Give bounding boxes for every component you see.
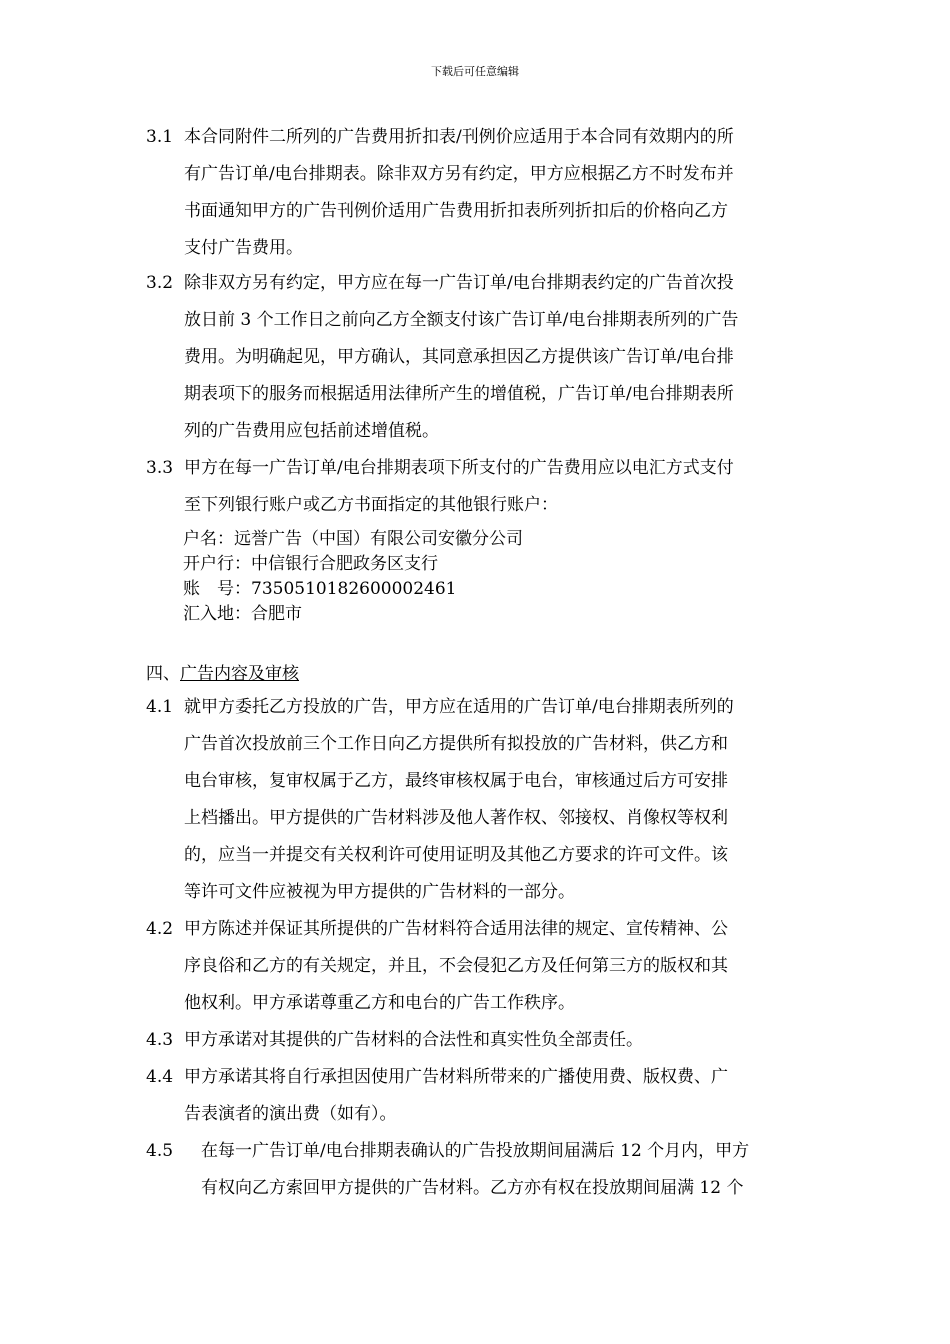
clause-4-2 xyxy=(146,911,816,1022)
clause-text xyxy=(184,1022,816,1059)
clause-number: 4.2 xyxy=(146,919,174,939)
clause-number: 4.4 xyxy=(146,1067,174,1087)
clause-text xyxy=(184,119,816,267)
page-header: 下载后可任意编辑 xyxy=(431,65,519,78)
clause-4-4 xyxy=(146,1059,816,1133)
clause-line: 在每一广告订单/电台排期表确认的广告投放期间届满后 12 个月内，甲方 xyxy=(184,1141,750,1161)
clause-number: 4.3 xyxy=(146,1030,174,1050)
clause-line: 有广告订单/电台排期表。除非双方另有约定，甲方应根据乙方不时发布并 xyxy=(184,164,734,184)
clause-line: 电台审核，复审权属于乙方，最终审核权属于电台，审核通过后方可安排 xyxy=(184,771,728,791)
clause-line: 就甲方委托乙方投放的广告，甲方应在适用的广告订单/电台排期表所列的 xyxy=(184,697,734,717)
clause-4-5 xyxy=(146,1133,816,1207)
clause-line: 支付广告费用。 xyxy=(184,238,303,258)
clause-line: 放日前 3 个工作日之前向乙方全额支付该广告订单/电台排期表所列的广告 xyxy=(184,310,739,330)
clause-line: 甲方承诺其将自行承担因使用广告材料所带来的广播使用费、版权费、广 xyxy=(184,1067,728,1087)
bank-account-info xyxy=(183,527,523,627)
clause-line: 甲方在每一广告订单/电台排期表项下所支付的广告费用应以电汇方式支付 xyxy=(184,458,734,478)
clause-text xyxy=(184,265,816,450)
clause-number: 3.3 xyxy=(146,458,174,478)
clause-line: 除非双方另有约定，甲方应在每一广告订单/电台排期表约定的广告首次投 xyxy=(184,273,734,293)
section-title: 广告内容及审核 xyxy=(180,664,299,684)
clause-4-1 xyxy=(146,689,816,911)
clause-line: 广告首次投放前三个工作日向乙方提供所有拟投放的广告材料，供乙方和 xyxy=(184,734,728,754)
remit-place: 汇入地：合肥市 xyxy=(183,604,302,624)
clause-3-2 xyxy=(146,265,816,450)
clause-line: 他权利。甲方承诺尊重乙方和电台的广告工作秩序。 xyxy=(184,993,575,1013)
clause-3-3 xyxy=(146,450,816,524)
clause-line: 本合同附件二所列的广告费用折扣表/刊例价应适用于本合同有效期内的所 xyxy=(184,127,734,147)
clause-text xyxy=(184,450,816,524)
clause-4-3 xyxy=(146,1022,816,1059)
account-number: 账 号：7350510182600002461 xyxy=(183,579,457,599)
clause-number: 3.1 xyxy=(146,127,174,147)
clause-text xyxy=(184,1059,816,1133)
bank-name: 开户行：中信银行合肥政务区支行 xyxy=(183,554,438,574)
clause-line: 至下列银行账户或乙方书面指定的其他银行账户： xyxy=(184,495,558,515)
section-prefix: 四、 xyxy=(146,664,180,684)
clause-line: 等许可文件应被视为甲方提供的广告材料的一部分。 xyxy=(184,882,575,902)
account-name: 户名：远誉广告（中国）有限公司安徽分公司 xyxy=(183,529,523,549)
clause-3-1 xyxy=(146,119,816,267)
clause-line: 费用。为明确起见，甲方确认，其同意承担因乙方提供该广告订单/电台排 xyxy=(184,347,734,367)
clause-line: 期表项下的服务而根据适用法律所产生的增值税，广告订单/电台排期表所 xyxy=(184,384,734,404)
clause-line: 甲方陈述并保证其所提供的广告材料符合适用法律的规定、宣传精神、公 xyxy=(184,919,728,939)
clause-line: 序良俗和乙方的有关规定，并且，不会侵犯乙方及任何第三方的版权和其 xyxy=(184,956,728,976)
clause-line: 有权向乙方索回甲方提供的广告材料。乙方亦有权在投放期间届满 12 个 xyxy=(184,1178,744,1198)
clause-number: 3.2 xyxy=(146,273,174,293)
clause-text xyxy=(184,689,816,911)
clause-text xyxy=(184,911,816,1022)
clause-number: 4.5 xyxy=(146,1141,174,1161)
clause-line: 书面通知甲方的广告刊例价适用广告费用折扣表所列折扣后的价格向乙方 xyxy=(184,201,728,221)
clause-line: 甲方承诺对其提供的广告材料的合法性和真实性负全部责任。 xyxy=(184,1030,643,1050)
clause-line: 列的广告费用应包括前述增值税。 xyxy=(184,421,439,441)
clause-line: 的，应当一并提交有关权利许可使用证明及其他乙方要求的许可文件。该 xyxy=(184,845,728,865)
section-4-heading xyxy=(146,662,299,687)
clause-line: 上档播出。甲方提供的广告材料涉及他人著作权、邻接权、肖像权等权利 xyxy=(184,808,728,828)
clause-line: 告表演者的演出费（如有）。 xyxy=(184,1104,397,1124)
clause-text xyxy=(184,1133,816,1207)
clause-number: 4.1 xyxy=(146,697,174,717)
